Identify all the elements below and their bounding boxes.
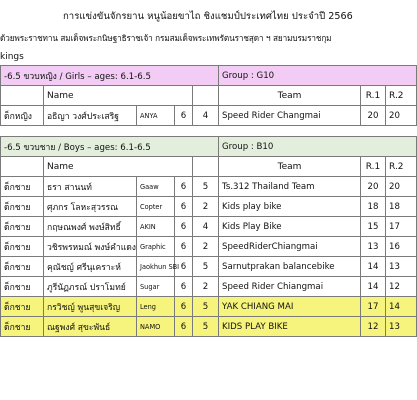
r2-cell: 13: [386, 257, 417, 277]
value-a-cell: 6: [175, 106, 193, 126]
value-b-cell: 4: [193, 106, 219, 126]
name-cell: ศุภกร โลหะสุวรรณ: [44, 197, 137, 217]
header-r1: R.1: [361, 157, 386, 177]
team-cell: Speed Rider Changmai: [219, 106, 361, 126]
gender-cell: ด็กชาย: [1, 237, 44, 257]
value-b-cell: 5: [193, 257, 219, 277]
nickname-cell: Sugar: [137, 277, 175, 297]
team-cell: Speed Rider Chiangmai: [219, 277, 361, 297]
document-subtitle: ด้วยพระราชทาน สมเด็จพระกนิษฐาธิราชเจ้า กรมสมเด็จพระเทพรัตนราชสุดา ฯ สยามบรมราชกุม: [0, 33, 332, 43]
group-label: Group : G10: [219, 66, 417, 86]
team-cell: YAK CHIANG MAI: [219, 297, 361, 317]
r2-cell: 13: [386, 317, 417, 337]
results-table: [0, 65, 417, 337]
r2-cell: 12: [386, 277, 417, 297]
value-b-cell: 5: [193, 177, 219, 197]
table-row: [1, 177, 417, 197]
name-cell: ธรา สานนท์: [44, 177, 137, 197]
gender-cell: ด็กชาย: [1, 217, 44, 237]
nickname-cell: Copter: [137, 197, 175, 217]
name-cell: กรวิชญ์ พูนสุขเจริญ: [44, 297, 137, 317]
value-a-cell: 6: [175, 277, 193, 297]
header-empty: [193, 157, 219, 177]
name-cell: กฤษณพงศ์ พงษ์สิทธิ์: [44, 217, 137, 237]
category-row-boys: [1, 137, 417, 157]
table-row-highlighted: [1, 317, 417, 337]
value-a-cell: 6: [175, 237, 193, 257]
header-name: Name: [44, 157, 193, 177]
table-row: [1, 257, 417, 277]
r1-cell: 20: [361, 177, 386, 197]
table-row: [1, 106, 417, 126]
header-row: [1, 86, 417, 106]
nickname-cell: Gaaw: [137, 177, 175, 197]
team-cell: Ts.312 Thailand Team: [219, 177, 361, 197]
gender-cell: ด็กชาย: [1, 277, 44, 297]
table-row-highlighted: [1, 297, 417, 317]
table-row: [1, 237, 417, 257]
value-a-cell: 6: [175, 217, 193, 237]
r2-cell: 20: [386, 177, 417, 197]
gender-cell: ด็กชาย: [1, 297, 44, 317]
category-label: -6.5 ขวบชาย / Boys – ages: 6.1-6.5: [1, 137, 219, 157]
r1-cell: 17: [361, 297, 386, 317]
r2-cell: 14: [386, 297, 417, 317]
gender-cell: ด็กหญิง: [1, 106, 44, 126]
header-team: Team: [219, 157, 361, 177]
group-label: Group : B10: [219, 137, 417, 157]
header-r2: R.2: [386, 157, 417, 177]
value-a-cell: 6: [175, 257, 193, 277]
name-cell: ภูรีนัฏภรณ์ ปราโมทย์: [44, 277, 137, 297]
nickname-cell: Leng: [137, 297, 175, 317]
header-r1: R.1: [361, 86, 386, 106]
category-row-girls: [1, 66, 417, 86]
team-cell: SpeedRiderChiangmai: [219, 237, 361, 257]
gender-cell: ด็กชาย: [1, 177, 44, 197]
r1-cell: 20: [361, 106, 386, 126]
team-cell: Kids Play Bike: [219, 217, 361, 237]
r2-cell: 18: [386, 197, 417, 217]
r1-cell: 14: [361, 277, 386, 297]
nickname-cell: ANYA: [137, 106, 175, 126]
gender-cell: ด็กชาย: [1, 257, 44, 277]
r1-cell: 12: [361, 317, 386, 337]
value-b-cell: 5: [193, 317, 219, 337]
r2-cell: 20: [386, 106, 417, 126]
gender-cell: ด็กชาย: [1, 317, 44, 337]
header-row: [1, 157, 417, 177]
value-a-cell: 6: [175, 297, 193, 317]
name-cell: วชิรพรหมณ์ พงษ์คำแดง: [44, 237, 137, 257]
value-a-cell: 6: [175, 197, 193, 217]
nickname-cell: Jaokhun SBI: [137, 257, 175, 277]
name-cell: ณฐพงศ์ สุขะพันธ์: [44, 317, 137, 337]
table-row: [1, 277, 417, 297]
header-empty: [1, 86, 44, 106]
name-cell: คุณัชญ์ ศรีนุเคราะห์: [44, 257, 137, 277]
r1-cell: 14: [361, 257, 386, 277]
nickname-cell: Graphic: [137, 237, 175, 257]
header-r2: R.2: [386, 86, 417, 106]
team-cell: Sarnutprakan balancebike: [219, 257, 361, 277]
value-a-cell: 6: [175, 317, 193, 337]
header-team: Team: [219, 86, 361, 106]
results-sheet: [0, 65, 404, 337]
table-row: [1, 217, 417, 237]
team-cell: KIDS PLAY BIKE: [219, 317, 361, 337]
rankings-label: kings: [0, 52, 24, 62]
value-b-cell: 2: [193, 277, 219, 297]
header-empty: [1, 157, 44, 177]
name-cell: อธิญา วงศ์ประเสริฐ: [44, 106, 137, 126]
team-cell: Kids play bike: [219, 197, 361, 217]
document-title: การแข่งขันจักรยาน หนูน้อยขาไถ ชิงแชมป์ประเทศไทย ประจำปี 2566: [63, 11, 353, 22]
value-b-cell: 4: [193, 217, 219, 237]
nickname-cell: AKIN: [137, 217, 175, 237]
nickname-cell: NAMO: [137, 317, 175, 337]
r1-cell: 13: [361, 237, 386, 257]
value-b-cell: 5: [193, 297, 219, 317]
r2-cell: 17: [386, 217, 417, 237]
r2-cell: 16: [386, 237, 417, 257]
value-b-cell: 2: [193, 237, 219, 257]
r1-cell: 18: [361, 197, 386, 217]
r1-cell: 15: [361, 217, 386, 237]
category-label: -6.5 ขวบหญิง / Girls – ages: 6.1-6.5: [1, 66, 219, 86]
value-a-cell: 6: [175, 177, 193, 197]
table-row: [1, 197, 417, 217]
value-b-cell: 2: [193, 197, 219, 217]
gender-cell: ด็กชาย: [1, 197, 44, 217]
header-empty: [193, 86, 219, 106]
header-name: Name: [44, 86, 193, 106]
